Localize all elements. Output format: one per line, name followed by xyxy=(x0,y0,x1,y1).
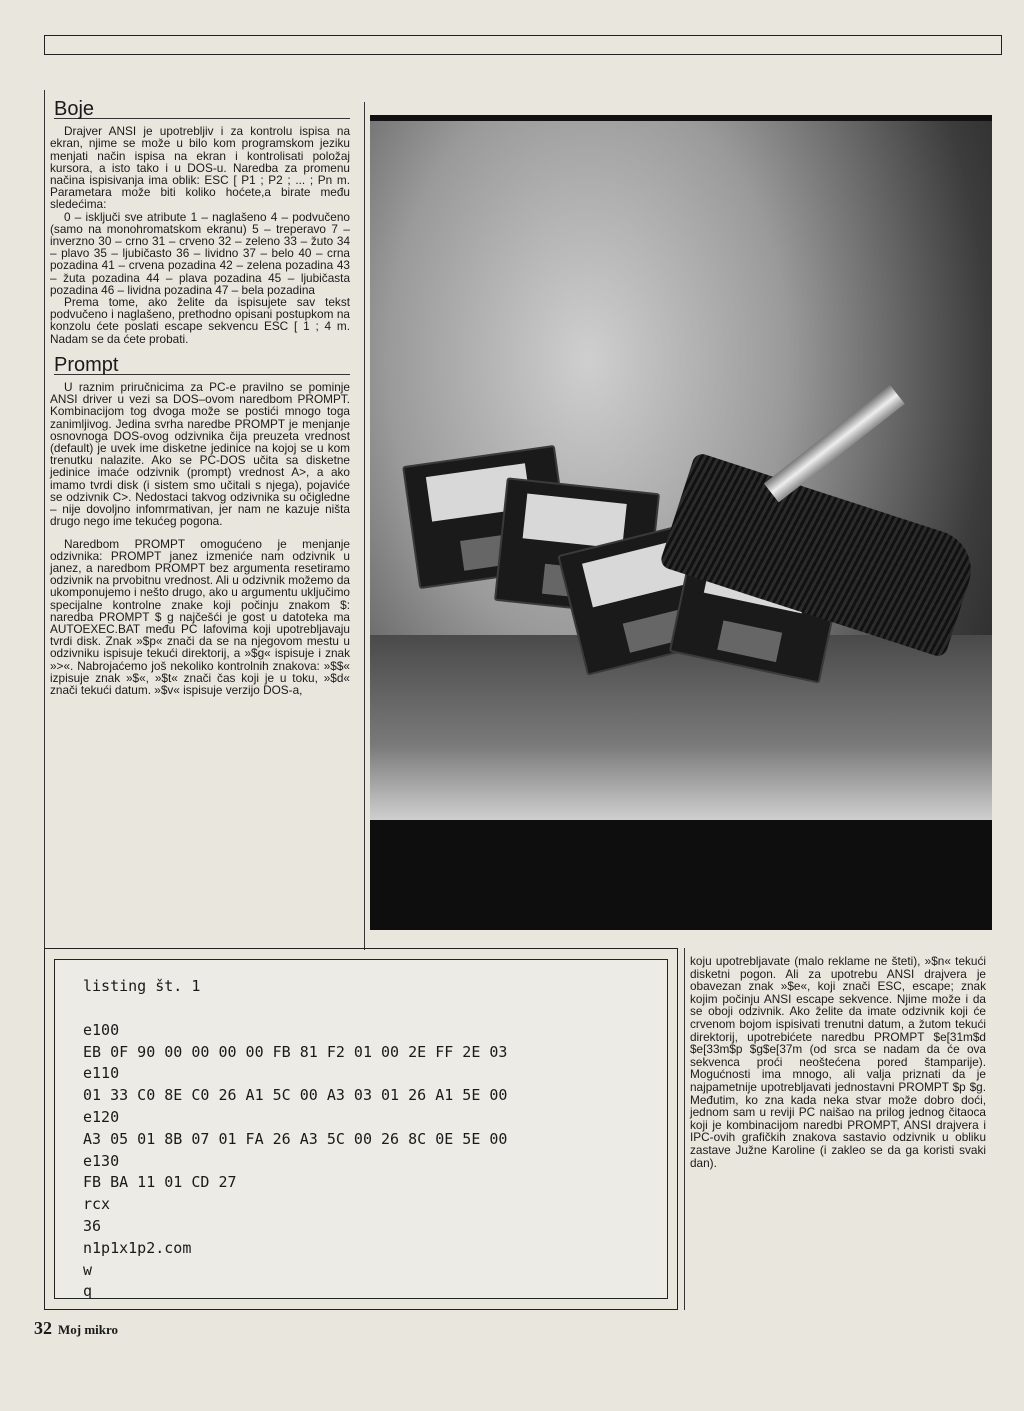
page-footer xyxy=(34,1318,118,1339)
column-rule-right xyxy=(684,948,685,1310)
photo-floppy-disks-broom xyxy=(370,115,992,930)
photo-top-edge xyxy=(370,115,992,121)
prompt-paragraph-1: U raznim priručnicima za PC-e pravilno se pominje ANSI driver u vezi sa DOS–ovom naredbom PROMPT. Kombinacijom tog dvoga može se postići mnogo toga zanimljivog. Jedina svrha naredbe PROMPT je menjanje osnovnoga DOS-ovog odzivnika čija preuzeta vrednost (default) je uvek ime disketne jedinice na kojoj se u kom trenutku nalazite. Ako se PC-DOS učita sa disketne jedinice imaće odzivnik (prompt) vrednost A>, a ako imamo tvrdi disk (i sistem smo učitali s njega), pojaviće se odzivnik C>. Nedostaci takvog odzivnika su očigledne – nije dovoljno infomrmativan, jer nam ne kazuje ništa drugo nego ime tekućeg pogona. xyxy=(50,380,350,529)
boje-paragraph-2: 0 – isključi sve atribute 1 – naglašeno 4 – podvučeno (samo na monohromatskom ekranu) 5 – treperavo 7 – inverzno 30 – crno 31 – crveno 32 – zeleno 33 – žuto 34 – plavo 35 – ljubičasto 36 – lividno 37 – belo 40 – crna pozadina 41 – crvena pozadina 42 – zelena pozadina 43 – žuta pozadina 44 – plava pozadina 45 – ljubičasta pozadina 46 – lividna pozadina 47 – bela pozadina xyxy=(50,209,350,297)
section-title-prompt: Prompt xyxy=(54,359,350,375)
section-title-boje: Boje xyxy=(54,103,350,119)
left-column xyxy=(50,95,350,696)
photo-bottom-band xyxy=(370,820,992,930)
listing-line: w xyxy=(83,1260,93,1279)
broom-handle xyxy=(764,385,905,502)
magazine-name: Moj mikro xyxy=(58,1322,119,1337)
code-listing xyxy=(54,959,668,1299)
listing-line: A3 05 01 8B 07 01 FA 26 A3 5C 00 26 8C 0E 5E 00 xyxy=(83,1129,508,1148)
listing-line: 36 xyxy=(83,1216,102,1235)
column-rule-left xyxy=(44,90,45,950)
listing-line: e120 xyxy=(83,1107,120,1126)
right-column xyxy=(690,955,986,1169)
photo-floor xyxy=(370,635,992,820)
listing-line: q xyxy=(83,1282,93,1301)
boje-paragraph-1: Drajver ANSI je upotrebljiv i za kontrolu ispisa na ekran, njime se može u bilo kom programskom jeziku menjati način ispisa na ekran i kontrolisati položaj kursora, a isto tako i u DOS-u. Naredba za promenu načina ispisivanja ima oblik: ESC [ P1 ; P2 ; ... ; Pn m. Parametara može biti koliko hoćete,a birate među sledećima: xyxy=(50,124,350,212)
column-rule-middle xyxy=(364,102,365,950)
listing-line: e130 xyxy=(83,1151,120,1170)
listing-line: e110 xyxy=(83,1064,120,1083)
right-column-text: koju upotrebljavate (malo reklame ne šteti), »$n« tekući disketni pogon. Ali za upotrebu ANSI drajvera je obavezan znak »$e«, koji znači ESC, escape; znak kojim počinju ANSI escape sekvence. Njime može i da se oboji odzivnik. Ako želite da imate odzivnik koji će crvenom bojom ispisivati trenutni datum, a žutom tekući direktorij, upotrebićete naredbu PROMPT $e[31m$d $e[33m$p $g$e[37m (od srca se nadam da će ova sekvenca proći neoštećena pored štamparije). Mogućnosti ima mnogo, ali valja priznati da je najpametnije upotrebljavati jednostavni PROMPT $p $g. Međutim, ko zna kada neka stvar može dobro doći, jednom sam u reviji PC naišao na prilog jednog čitaoca koji je kombinacijom naredbi PROMPT, ANSI drajvera i IPC-ovih grafičkih znakova sastavio odzivnik u obliku zastave Južne Karoline (i zakleo se da ga koristi svaki dan). xyxy=(690,954,986,1170)
page-number: 32 xyxy=(34,1318,52,1338)
listing-line: EB 0F 90 00 00 00 00 FB 81 F2 01 00 2E FF 2E 03 xyxy=(83,1042,508,1061)
header-rule xyxy=(44,35,1002,55)
listing-frame xyxy=(44,948,678,1310)
listing-line: e100 xyxy=(83,1020,120,1039)
boje-paragraph-3: Prema tome, ako želite da ispisujete sav tekst podvučeno i naglašeno, prethodno opisani postupkom na konzolu ćete poslati escape sekvencu ESC [ 1 ; 4 m. Nadam se da ćete probati. xyxy=(50,295,350,346)
listing-line: n1p1x1p2.com xyxy=(83,1238,192,1257)
prompt-paragraph-2: Naredbom PROMPT omogućeno je menjanje odzivnika: PROMPT janez izmeniće nam odzivnik u janez, a naredbom PROMPT bez argumenta resetiramo odzivnik na prvobitnu vrednost. Ali u odzivnik možemo da ukomponujemo i nešto drugo, ako u argumentu uključimo specijalne kontrolne znake koji počinju znakom $: naredba PROMPT $ g najčešći je gost u datoteka ma AUTOEXEC.BAT među PC lafovima koji upotrebljavaju tvrdi disk. Znak »$p« znači da se na njegovom mestu u odzivniku ispisuje tekući direktorij, a »$g« ispisuje i znak »>«. Nabrojaćemo još nekoliko kontrolnih znakova: »$$« izpisuje znak »$«, »$t« znači čas koji je u toku, »$d« znači tekući datum. »$v« ispisuje verzijo DOS-a, xyxy=(50,536,350,697)
listing-line: 01 33 C0 8E C0 26 A1 5C 00 A3 03 01 26 A1 5E 00 xyxy=(83,1086,508,1105)
listing-title: listing št. 1 xyxy=(83,977,201,995)
listing-line: rcx xyxy=(83,1195,111,1214)
listing-line: FB BA 11 01 CD 27 xyxy=(83,1173,237,1192)
